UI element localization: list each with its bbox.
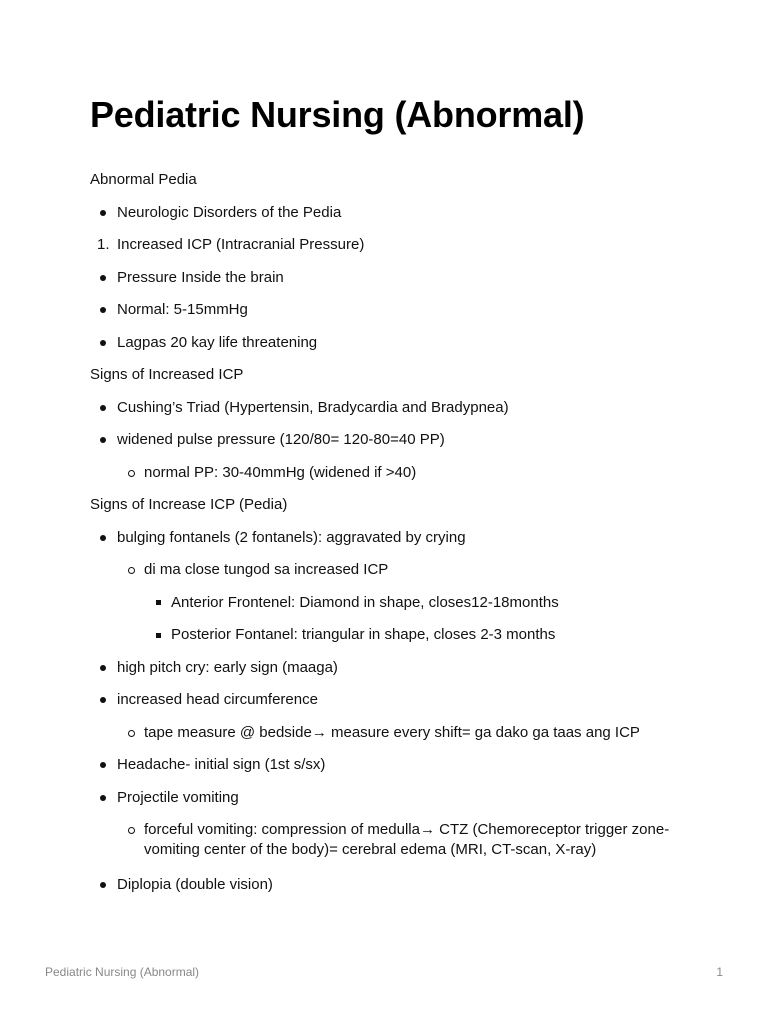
bullet-disc-icon [100,535,106,541]
bullet-square-icon [156,600,161,605]
list-item-text: normal PP: 30-40mmHg (widened if >40) [144,463,417,481]
bullet-disc-icon [100,437,106,443]
paragraph-text: Signs of Increase ICP (Pedia) [90,496,288,513]
list-item [90,333,710,366]
list-item [90,463,710,496]
list-item-text: Headache- initial sign (1st s/sx) [117,756,326,773]
bullet-disc-icon [100,795,106,801]
list-item-text: Diplopia (double vision) [117,876,273,893]
list-item [90,820,710,875]
paragraph [90,170,710,203]
bullet-disc-icon [100,340,106,346]
footer-title: Pediatric Nursing (Abnormal) [45,965,200,979]
list-item-text: Pressure Inside the brain [117,268,284,286]
bullet-disc-icon [100,882,106,888]
bullet-square-icon [156,633,161,638]
list-item [90,875,710,908]
paragraph [90,365,710,398]
list-item-text: di ma close tungod sa increased ICP [144,561,389,578]
list-item-text: Projectile vomiting [117,788,239,806]
bullet-circle-icon [128,827,135,834]
list-item-text: bulging fontanels (2 fontanels): aggravated by crying [117,528,466,546]
list-item-text: increased head circumference [117,691,318,708]
list-item-text: Lagpas 20 kay life threatening [117,333,318,351]
bullet-disc-icon [100,210,106,216]
list-item-text: high pitch cry: early sign (maaga) [117,658,338,676]
paragraph [90,495,710,528]
bullet-circle-icon [128,567,135,574]
list-item [90,625,710,658]
list-item [90,788,710,821]
list-item-text: widened pulse pressure (120/80= 120-80=40 PP) [117,431,445,448]
list-item [90,690,710,723]
page-number: 1 [716,965,723,979]
list-item [90,300,710,333]
list-item [90,755,710,788]
bullet-disc-icon [100,762,106,768]
list-item-text: Normal: 5-15mmHg [117,301,248,318]
paragraph-text: Signs of Increased ICP [90,366,244,383]
list-item-text: tape measure @ bedside→ measure every shift= ga dako ga taas ang ICP [144,723,640,741]
list-item-text: Neurologic Disorders of the Pedia [117,203,342,221]
list-item [90,398,710,431]
list-item-text: forceful vomiting: compression of medulla→ CTZ (Chemoreceptor trigger zone- vomiting center of the body)= cerebral edema (MRI, CT-scan, X-ray) [144,821,670,858]
list-number: 1. [97,236,110,253]
bullet-circle-icon [128,470,135,477]
bullet-disc-icon [100,405,106,411]
list-item [90,560,710,593]
list-item-text: Anterior Frontenel: Diamond in shape, closes12-18months [171,593,559,611]
list-item [90,593,710,626]
bullet-circle-icon [128,730,135,737]
list-item-text: Cushing’s Triad (Hypertensin, Bradycardia and Bradypnea) [117,398,509,416]
numbered-list-item [90,235,710,268]
list-item [90,658,710,691]
paragraph-text: Abnormal Pedia [90,171,197,188]
list-item [90,723,710,756]
bullet-disc-icon [100,697,106,703]
list-item [90,268,710,301]
bullet-disc-icon [100,275,106,281]
list-item-text: Posterior Fontanel: triangular in shape, closes 2-3 months [171,626,556,643]
bullet-disc-icon [100,307,106,313]
list-item [90,430,710,463]
list-item [90,203,710,236]
list-item-text: Increased ICP (Intracranial Pressure) [117,236,365,253]
page-title: Pediatric Nursing (Abnormal) [90,94,585,135]
document-body [90,170,710,908]
bullet-disc-icon [100,665,106,671]
list-item [90,528,710,561]
